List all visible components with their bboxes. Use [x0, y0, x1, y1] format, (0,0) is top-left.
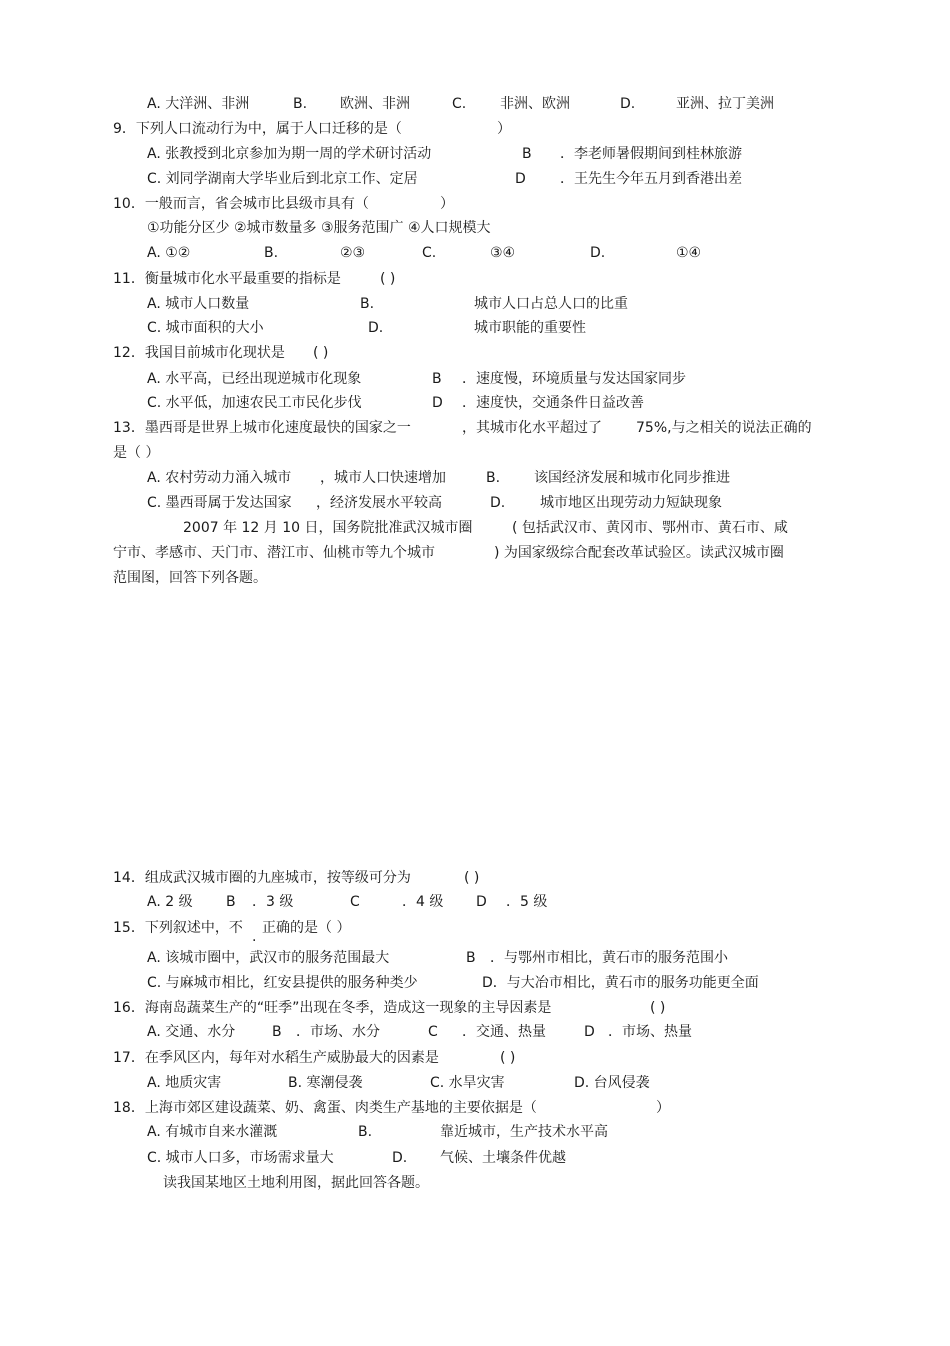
passage2 — [0, 1173, 950, 1193]
q13-option-b-label: B. — [486, 470, 501, 486]
q11-option-b-label: B. — [360, 296, 375, 312]
q15-stem-part2: 正确的是（ ） — [262, 920, 351, 936]
q8-option-c: 非洲、欧洲 — [500, 96, 570, 112]
q12-option-d-label: D — [432, 395, 443, 411]
q13-option-d-label: D. — [490, 495, 506, 511]
q10-stem — [0, 194, 950, 214]
q17-option-b: B. 寒潮侵袭 — [288, 1075, 363, 1091]
q12-option-b: ．速度慢，环境质量与发达国家同步 — [462, 371, 686, 387]
q16-option-d-label: D — [584, 1024, 595, 1040]
q8-option-d: 亚洲、拉丁美洲 — [676, 96, 774, 112]
q16-option-d: ．市场、热量 — [608, 1024, 692, 1040]
q18-option-b: 靠近城市，生产技术水平高 — [440, 1124, 608, 1140]
q11-option-a: A. 城市人口数量 — [147, 296, 250, 312]
q8-options — [0, 94, 950, 114]
q8-option-c-label: C. — [452, 96, 467, 112]
q12-options-ab — [0, 369, 950, 389]
passage1-line1b: ( 包括武汉市、黄冈市、鄂州市、黄石市、咸 — [512, 520, 788, 536]
q12-stem — [0, 343, 950, 363]
passage1-line2 — [0, 543, 950, 563]
q13-option-d: 城市地区出现劳动力短缺现象 — [540, 495, 722, 511]
q16-option-b: ．市场、水分 — [296, 1024, 380, 1040]
q18-option-d-label: D. — [392, 1150, 408, 1166]
q8-option-d-label: D. — [620, 96, 636, 112]
q14-stem — [0, 868, 950, 888]
q14-option-d-label: D — [476, 894, 487, 910]
q18-stem-text: 18．上海市郊区建设蔬菜、奶、禽蛋、肉类生产基地的主要依据是（ — [113, 1100, 537, 1116]
q11-option-b: 城市人口占总人口的比重 — [474, 296, 628, 312]
q10-option-b-label: B. — [264, 245, 279, 261]
q12-option-c: C. 水平低，加速农民工市民化步伐 — [147, 395, 362, 411]
q16-option-c: ．交通、热量 — [462, 1024, 546, 1040]
q8-option-b: 欧洲、非洲 — [340, 96, 410, 112]
q11-stem — [0, 269, 950, 289]
q15-stem-part1: 15．下列叙述中，不 — [113, 920, 243, 936]
q17-stem-text: 17．在季风区内，每年对水稻生产威胁最大的因素是 — [113, 1050, 439, 1066]
q10-option-b: ②③ — [340, 245, 366, 261]
passage1-line1a: 2007 年 12 月 10 日，国务院批准武汉城市圈 — [183, 520, 473, 536]
q9-paren: ） — [497, 121, 511, 137]
q13-stem-part4: 是（ ） — [113, 445, 160, 461]
q11-stem-text: 11．衡量城市化水平最重要的指标是 — [113, 271, 341, 287]
q15-options-cd — [0, 973, 950, 993]
q15-options-ab — [0, 948, 950, 968]
passage1-line2a: 宁市、孝感市、天门市、潜江市、仙桃市等九个城市 — [113, 545, 435, 561]
q9-option-d: ．王先生今年五月到香港出差 — [560, 171, 742, 187]
q10-options — [0, 243, 950, 263]
passage2-text: 读我国某地区土地利用图，据此回答各题。 — [163, 1175, 429, 1191]
q11-option-d: 城市职能的重要性 — [474, 320, 586, 336]
q16-option-c-label: C — [428, 1024, 438, 1040]
q9-options-ab — [0, 144, 950, 164]
q10-stem-text: 10．一般而言，省会城市比县级市具有（ — [113, 196, 369, 212]
q14-option-b: ．3 级 — [252, 894, 294, 910]
q11-options-ab — [0, 294, 950, 314]
q9-stem — [0, 119, 950, 139]
q18-option-d: 气候、土壤条件优越 — [440, 1150, 566, 1166]
q17-options — [0, 1073, 950, 1093]
q18-option-a: A. 有城市自来水灌溉 — [147, 1124, 278, 1140]
q14-stem-text: 14．组成武汉城市圈的九座城市，按等级可分为 — [113, 870, 411, 886]
q14-option-b-label: B — [226, 894, 236, 910]
q10-items — [0, 218, 950, 238]
q13-option-b: 该国经济发展和城市化同步推进 — [534, 470, 730, 486]
q11-options-cd — [0, 318, 950, 338]
q10-option-d-label: D. — [590, 245, 606, 261]
q9-option-b: ．李老师暑假期间到桂林旅游 — [560, 146, 742, 162]
passage1-line3 — [0, 568, 950, 588]
q8-option-a: A. 大洋洲、非洲 — [147, 96, 250, 112]
passage1-line1 — [0, 518, 950, 538]
q15-option-b: ．与鄂州市相比，黄石市的服务范围小 — [490, 950, 728, 966]
q17-option-a: A. 地质灾害 — [147, 1075, 222, 1091]
q12-option-d: ．速度快，交通条件日益改善 — [462, 395, 644, 411]
q15-stem — [0, 918, 950, 945]
q10-paren: ） — [440, 196, 454, 212]
q16-option-b-label: B — [272, 1024, 282, 1040]
q10-option-d: ①④ — [676, 245, 702, 261]
q8-option-b-label: B. — [293, 96, 308, 112]
q9-stem-text: 9．下列人口流动行为中，属于人口迁移的是（ — [113, 121, 402, 137]
q9-option-c: C. 刘同学湖南大学毕业后到北京工作、定居 — [147, 171, 418, 187]
q13-stem-part2: ，其城市化水平超过了 — [462, 420, 602, 436]
q14-option-c-label: C — [350, 894, 360, 910]
q12-option-b-label: B — [432, 371, 442, 387]
q13-option-c: C. 墨西哥属于发达国家 — [147, 495, 292, 511]
passage1-line3-text: 范围图，回答下列各题。 — [113, 570, 267, 586]
q16-stem — [0, 998, 950, 1018]
q13-options-ab — [0, 468, 950, 488]
q12-options-cd — [0, 393, 950, 413]
q14-option-d: ．5 级 — [506, 894, 548, 910]
q16-option-a: A. 交通、水分 — [147, 1024, 236, 1040]
q10-items-text: ①功能分区少 ②城市数量多 ③服务范围广 ④人口规模大 — [147, 220, 491, 236]
q15-option-b-label: B — [466, 950, 476, 966]
q18-option-c: C. 城市人口多，市场需求量大 — [147, 1150, 334, 1166]
q11-paren: ( ) — [380, 271, 396, 287]
q18-paren: ） — [656, 1100, 670, 1116]
q15-option-a: A. 该城市圈中，武汉市的服务范围最大 — [147, 950, 390, 966]
q15-option-c: C. 与麻城市相比，红安县提供的服务种类少 — [147, 975, 418, 991]
q12-option-a: A. 水平高，已经出现逆城市化现象 — [147, 371, 362, 387]
q14-paren: ( ) — [464, 870, 480, 886]
q13-option-a: A. 农村劳动力涌入城市 — [147, 470, 292, 486]
q12-paren: ( ) — [313, 345, 329, 361]
q18-stem — [0, 1098, 950, 1118]
q15-emphasis-dot: . — [252, 929, 257, 945]
q11-option-c: C. 城市面积的大小 — [147, 320, 264, 336]
q9-option-d-label: D — [515, 171, 526, 187]
q12-stem-text: 12．我国目前城市化现状是 — [113, 345, 285, 361]
q14-option-a: A. 2 级 — [147, 894, 193, 910]
q14-option-c: ．4 级 — [402, 894, 444, 910]
q18-options-ab — [0, 1122, 950, 1142]
q9-option-b-label: B — [522, 146, 532, 162]
q10-option-a: A. ①② — [147, 245, 191, 261]
passage1-line2b: ) 为国家级综合配套改革试验区。读武汉城市圈 — [494, 545, 784, 561]
q13-stem-part3: 75%,与之相关的说法正确的 — [636, 420, 812, 436]
q13-stem-line2 — [0, 443, 950, 463]
q17-option-c: C. 水旱灾害 — [430, 1075, 505, 1091]
q13-stem — [0, 418, 950, 438]
q10-option-c-label: C. — [422, 245, 437, 261]
q15-option-d: D．与大冶市相比，黄石市的服务功能更全面 — [482, 975, 759, 991]
q17-paren: ( ) — [500, 1050, 516, 1066]
q10-option-c: ③④ — [490, 245, 516, 261]
q17-stem — [0, 1048, 950, 1068]
q13-stem-part1: 13．墨西哥是世界上城市化速度最快的国家之一 — [113, 420, 411, 436]
q18-option-b-label: B. — [358, 1124, 373, 1140]
q16-stem-text: 16．海南岛蔬菜生产的“旺季”出现在冬季，造成这一现象的主导因素是 — [113, 1000, 552, 1016]
q9-options-cd — [0, 169, 950, 189]
q14-options — [0, 892, 950, 912]
q11-option-d-label: D. — [368, 320, 384, 336]
q13-options-cd — [0, 493, 950, 513]
q13-option-a-cont: ，城市人口快速增加 — [320, 470, 446, 486]
q9-option-a: A. 张教授到北京参加为期一周的学术研讨活动 — [147, 146, 432, 162]
q17-option-d: D. 台风侵袭 — [574, 1075, 650, 1091]
q16-paren: ( ) — [650, 1000, 666, 1016]
q13-option-c-cont: ，经济发展水平较高 — [316, 495, 442, 511]
q18-options-cd — [0, 1148, 950, 1168]
q16-options — [0, 1022, 950, 1042]
